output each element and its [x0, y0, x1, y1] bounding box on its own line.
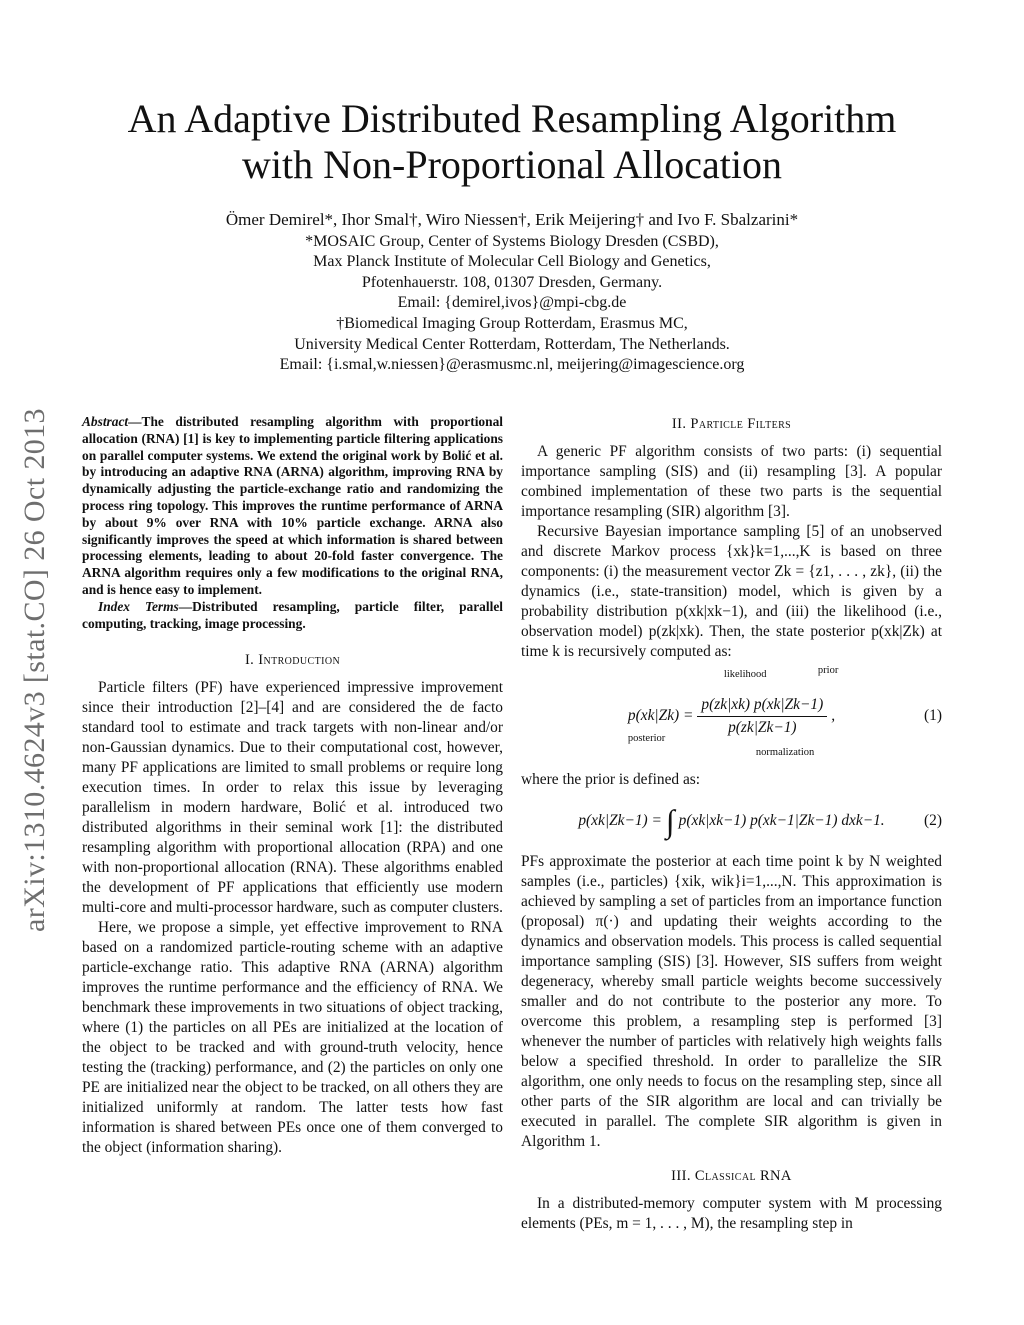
- equation-1: p(xk|Zk) = $\frac{p(zk|xk) p(xk|Zk-1)}{p(zk|Zk-1)}$ , likelihood prior posterior normalization (1): [521, 668, 942, 764]
- paragraph: Here, we propose a simple, yet effective improvement to RNA based on a randomized particle-routing scheme with an adaptive particle-exchange ratio. This adaptive RNA (ARNA) algorithm improves the runtime performance and the efficiency of RNA. We benchmark these improvements in two situations of object tracking, where (1) the particles on all PEs are initialized at the location of the object to be tracked and with ground-truth velocity, hence testing the (tracking) performance, and (2) the particles on only one PE are initialized near the object to be tracked, on all others they are initialized uniformly at random. The latter tests how fast information is shared between PEs once one of them converged to the object (information sharing).: [82, 919, 503, 1157]
- affiliation-line: Pfotenhauerstr. 108, 01307 Dresden, Germany.: [361, 273, 663, 291]
- affiliation-line: *MOSAIC Group, Center of Systems Biology Dresden (CSBD),: [305, 232, 719, 250]
- paragraph: where the prior is defined as:: [521, 771, 701, 788]
- prior-label: prior: [817, 664, 839, 676]
- abstract-label: Abstract: [82, 414, 129, 429]
- equation-fraction: [697, 695, 827, 738]
- normalization-label: normalization: [755, 746, 815, 758]
- affiliation-line: Max Planck Institute of Molecular Cell Biology and Genetics,: [313, 253, 711, 271]
- index-terms-label: Index Terms: [98, 598, 179, 614]
- title-line-1: An Adaptive Distributed Resampling Algorithm: [127, 96, 897, 141]
- section-heading: III. Classical RNA: [671, 1168, 792, 1184]
- paragraph: A generic PF algorithm consists of two parts: (i) sequential importance sampling (SIS) and (ii) resampling [3]. A popular combined implementation of these two parts is the sequential importance resampling (SIR) algorithm [3].: [521, 443, 942, 520]
- paragraph: PFs approximate the posterior at each time point k by N weighted samples (i.e., particles) {xik, wik}i=1,...,N. This approximation is achieved by sampling a set of particles from an importance function (proposal) π(·) and updating their weights according to the dynamics and observation models. This process is called sequential importance sampling (SIS) [3]. However, SIS suffers from weight degeneracy, whereby small particle weights become successively smaller and do not contribute to the posterior any more. To overcome this problem, a resampling step is performed [3] whenever the number of particles with relatively high weights falls below a specified threshold. In order to parallelize the SIR algorithm, one only needs to focus on the resampling step, since all other parts of the SIR algorithm are local and can trivially be executed in parallel. The complete SIR algorithm is given in Algorithm 1.: [521, 853, 942, 1150]
- equation-rhs: p(xk|xk−1) p(xk−1|Zk−1) dxk−1.: [678, 812, 885, 829]
- affiliation-line: University Medical Center Rotterdam, Rotterdam, The Netherlands.: [294, 335, 730, 353]
- equation-lhs: p(xk|Zk−1) =: [578, 812, 662, 829]
- posterior-label: posterior: [627, 732, 666, 744]
- equation-2: [521, 796, 942, 846]
- equation-number: (2): [924, 812, 942, 829]
- likelihood-label: likelihood: [723, 668, 767, 680]
- email-line: Email: {i.smal,w.niessen}@erasmusmc.nl, meijering@imagescience.org: [279, 356, 745, 374]
- section-heading: I. Introduction: [244, 652, 341, 669]
- equation-denominator: p(zk|Zk−1): [728, 718, 797, 736]
- abstract: [82, 414, 503, 599]
- equation-numerator: p(zk|xk) p(xk|Zk−1): [697, 695, 827, 717]
- email-line: Email: {demirel,ivos}@mpi-cbg.de: [397, 294, 627, 312]
- paragraph: Recursive Bayesian importance sampling [5] of an unobserved and discrete Markov process {xk}k=1,...,K is based on three components: (i) the measurement vector Zk = {z1, . . . , zk}, (ii) the dynamics (i.e., state-transition) model, which is given by a probability distribution p(xk|xk−1), and (iii) the likelihood (i.e., observation model) p(zk|xk). Then, the state posterior p(xk|Zk) at time k is recursively computed as:: [521, 523, 942, 660]
- author-block: [100, 210, 924, 376]
- abstract-text: —The distributed resampling algorithm with proportional allocation (RNA) [1] is key to implementing particle filtering applications on parallel computer systems. We extend the original work by Bolić et al. by introducing an adaptive RNA (ARNA) algorithm, improving RNA by dynamically adjusting the particle-exchange ratio and randomizing the process ring topology. This improves the runtime performance of ARNA by about 9% over RNA with 10% particle exchange. ARNA also significantly improves the speed at which information is shared between processing elements, leading to about 20-fold faster convergence. The ARNA algorithm requires only a few modifications to the original RNA, and is hence easy to implement.: [82, 414, 503, 597]
- right-column: [521, 414, 942, 1234]
- paragraph: In a distributed-memory computer system with M processing elements (PEs, m = 1, . . . , M), the resampling step in: [521, 1195, 942, 1232]
- index-terms: [82, 599, 503, 633]
- title-line-2: with Non-Proportional Allocation: [242, 142, 782, 187]
- affiliation-line: †Biomedical Imaging Group Rotterdam, Erasmus MC,: [336, 314, 688, 332]
- integral-symbol: ∫: [665, 803, 675, 839]
- equation-number: (1): [924, 707, 942, 724]
- author-names: Ömer Demirel*, Ihor Smal†, Wiro Niessen†, Erik Meijering† and Ivo F. Sbalzarini*: [225, 210, 799, 229]
- index-terms-text: —Distributed resampling, particle filter, parallel computing, tracking, image processing.: [82, 598, 503, 631]
- arxiv-identifier: arXiv:1310.4624v3 [stat.CO] 26 Oct 2013: [18, 408, 51, 932]
- section-heading: II. Particle Filters: [671, 416, 792, 432]
- left-column: [82, 414, 503, 1158]
- paper-title: [80, 96, 944, 188]
- paragraph: Particle filters (PF) have experienced impressive improvement since their introduction [2]–[4] and are considered the de facto standard tool to estimate and track targets with non-linear and/or non-Gaussian dynamics. Due to their computational cost, however, many PF applications are limited to small problems or require long execution times. In order to relax this issue by leveraging parallelism in modern hardware, Bolić et al. introduced two distributed algorithms in their seminal work [1]: the distributed resampling algorithm with proportional allocation (RPA) and one with non-proportional allocation (RNA). These algorithms enabled the development of PF applications that efficiently use modern multi-core and multi-processor hardware, such as computer clusters.: [82, 679, 503, 917]
- equation-lhs: p(xk|Zk) =: [627, 707, 694, 724]
